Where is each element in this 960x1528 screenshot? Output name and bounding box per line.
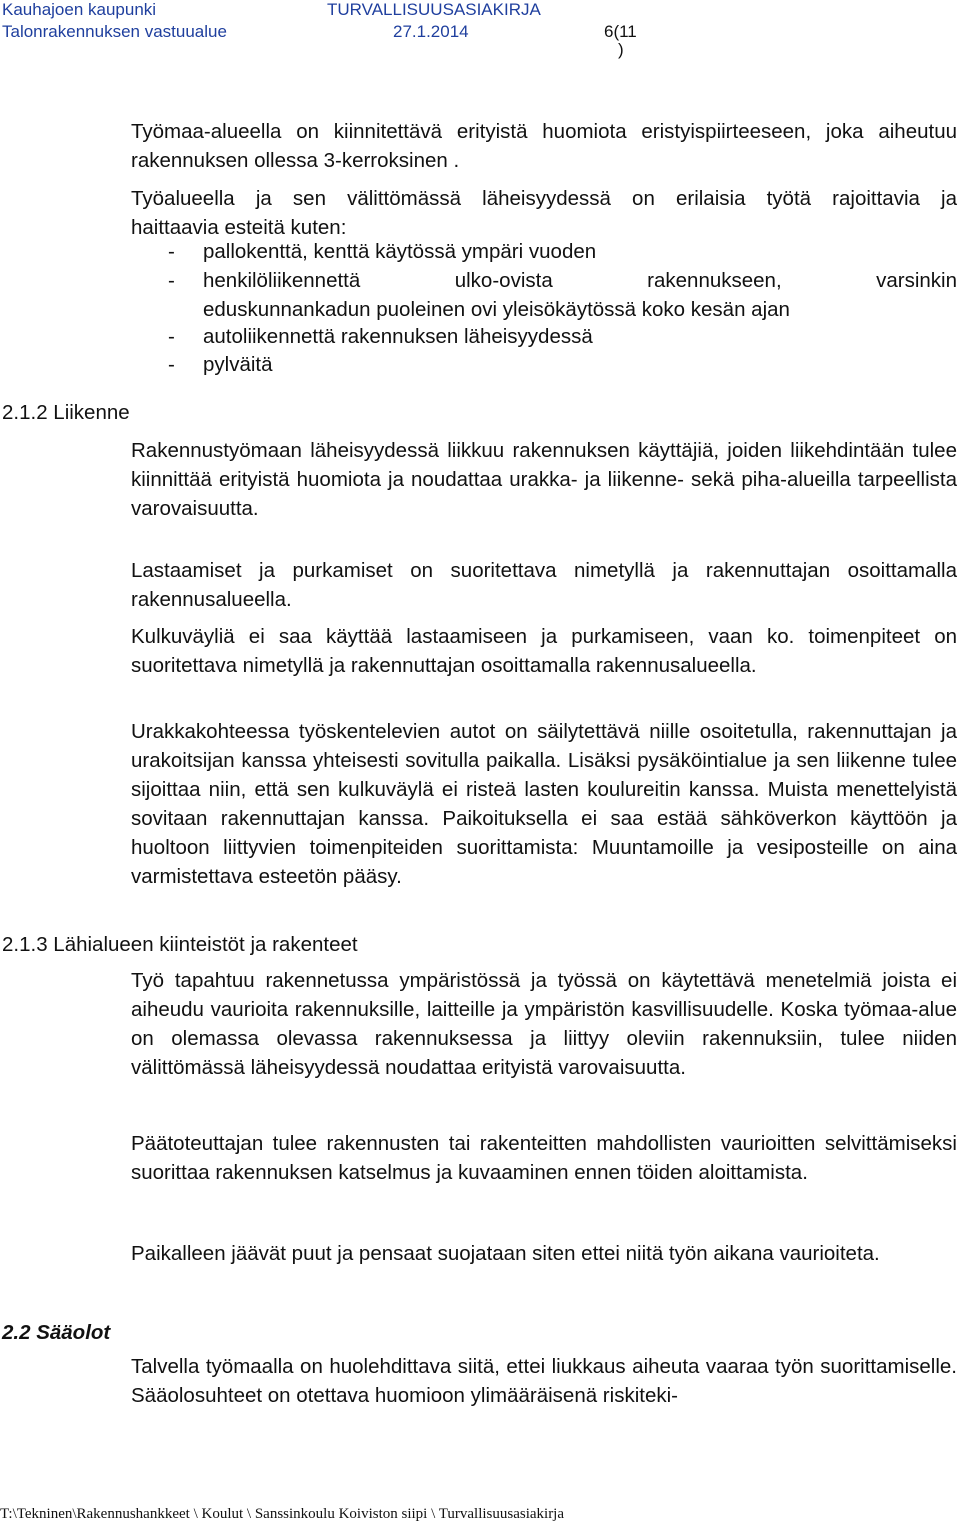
list-item-text: pallokenttä, kenttä käytössä ympäri vuoden: [203, 240, 597, 263]
list-dash: -: [168, 325, 175, 348]
header-doc-type: TURVALLISUUSASIAKIRJA: [327, 0, 541, 19]
lahialue-paragraph-2: Päätoteuttajan tulee rakennusten tai rakenteitten mahdollisten vaurioitten selvittämiseksi suorittaa rakennuksen katselmus ja kuvaaminen ennen töiden aloittamista.: [131, 1132, 957, 1184]
header-unit: Talonrakennuksen vastuualue: [2, 22, 227, 41]
lahialue-paragraph-1: Työ tapahtuu rakennetussa ympäristössä ja työssä on käytettävä menetelmiä joista ei aiheudu vaurioita rakennuksille, laitteille ja ympäristön kasvillisuudelle. Koska työmaa-alue on olemassa olevassa rakennuksessa ja liittyy oleviin rakennuksiin, tulee niiden välittömässä läheisyydessä noudattaa erityistä varovaisuutta.: [131, 969, 957, 1079]
saaolot-paragraph-1: Talvella työmaalla on huolehdittava siitä, ettei liukkaus aiheuta vaaraa työn suorittamiselle. Sääolosuhteet on otettava huomioon ylimääräisenä riskiteki-: [131, 1355, 957, 1407]
list-dash: -: [168, 353, 175, 376]
liikenne-paragraph-3: Kulkuväyliä ei saa käyttää lastaamiseen ja purkamiseen, vaan ko. toimenpiteet on suoritettava nimetyllä ja rakennuttajan osoittamalla rakennusalueella.: [131, 625, 957, 677]
liikenne-paragraph-2: Lastaamiset ja purkamiset on suoritettava nimetyllä ja rakennuttajan osoittamalla rakennusalueella.: [131, 559, 957, 611]
section-heading-liikenne: 2.1.2 Liikenne: [2, 401, 130, 424]
intro-paragraph-1: Työmaa-alueella on kiinnitettävä erityistä huomiota eristyispiirteeseen, joka aiheutuu rakennuksen ollessa 3-kerroksinen .: [131, 120, 957, 172]
list-item-text: henkilöliikennettä ulko-ovista rakennukseen, varsinkin: [203, 269, 957, 292]
list-item: [168, 266, 957, 295]
header-date: 27.1.2014: [393, 22, 469, 41]
list-dash: -: [168, 269, 175, 292]
header-page-number: 6(11: [604, 22, 637, 41]
header-page-close: ): [618, 40, 624, 59]
list-item-text: pylväitä: [203, 353, 273, 376]
liikenne-paragraph-1: Rakennustyömaan läheisyydessä liikkuu rakennuksen käyttäjiä, joiden liikehdintään tulee kiinnittää erityistä huomiota ja noudattaa urakka- ja liikenne- sekä piha-alueilla tarpeellista varovaisuutta.: [131, 439, 957, 520]
intro-paragraph-2-line-2: haittaavia esteitä kuten:: [131, 216, 347, 239]
list-item-text: autoliikennettä rakennuksen läheisyydessä: [203, 325, 593, 348]
section-heading-lahialueen-kiinteistot: 2.1.3 Lähialueen kiinteistöt ja rakenteet: [2, 933, 358, 956]
list-dash: -: [168, 240, 175, 263]
header-org: Kauhajoen kaupunki: [2, 0, 157, 19]
list-item-continuation-text: eduskunnankadun puoleinen ovi yleisökäytössä koko kesän ajan: [203, 298, 790, 321]
intro-paragraph-2-line-1: Työalueella ja sen välittömässä läheisyydessä on erilaisia työtä rajoittavia ja: [131, 187, 957, 210]
footer-file-path: T:\Tekninen\Rakennushankkeet \ Koulut \ Sanssinkoulu Koiviston siipi \ Turvallisuusasiakirja: [0, 1506, 565, 1522]
lahialue-paragraph-3: Paikalleen jäävät puut ja pensaat suojataan siten ettei niitä työn aikana vaurioiteta.: [131, 1242, 880, 1265]
section-heading-saaolot: 2.2 Sääolot: [2, 1321, 111, 1344]
liikenne-paragraph-4: Urakkakohteessa työskentelevien autot on säilytettävä niille osoitetulla, rakennuttajan ja urakoitsijan kanssa yhteisesti sovitulla paikalla. Lisäksi pysäköintialue ja sen liikenne tulee sijoittaa niin, että sen kulkuväylä ei risteä lasten koulureitin kanssa. Muista menettelyistä sovitaan rakennuttajan kanssa. Paikoituksella ei saa estää sähköverkon käyttöön ja huoltoon liittyvien toimenpiteiden suorittamista: Muuntamoille ja vesiposteille on aina varmistettava esteetön pääsy.: [131, 720, 957, 888]
